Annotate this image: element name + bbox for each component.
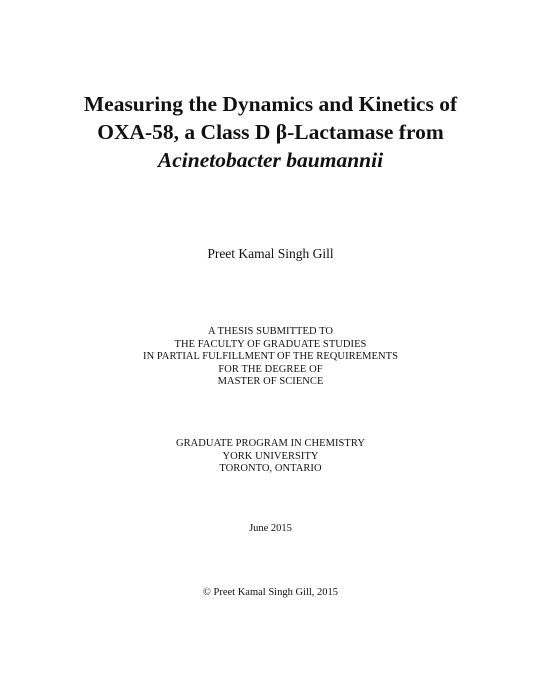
thesis-title (0, 90, 541, 174)
thesis-statement-line: THE FACULTY OF GRADUATE STUDIES (174, 338, 367, 350)
program-info (0, 438, 541, 476)
location-line: TORONTO, ONTARIO (219, 463, 322, 474)
thesis-statement-line: IN PARTIAL FULFILLMENT OF THE REQUIREMENTS (143, 351, 398, 362)
title-line-2: OXA-58, a Class D β-Lactamase from (97, 120, 444, 144)
copyright-notice: © Preet Kamal Singh Gill, 2015 (202, 587, 339, 598)
thesis-statement-line: FOR THE DEGREE OF (218, 363, 323, 375)
title-line-1: Measuring the Dynamics and Kinetics of (83, 92, 458, 116)
thesis-statement (0, 326, 541, 389)
thesis-statement-line: MASTER OF SCIENCE (217, 376, 324, 387)
university-line: YORK UNIVERSITY (222, 450, 319, 462)
title-line-3-species: Acinetobacter baumannii (157, 148, 384, 172)
program-line: GRADUATE PROGRAM IN CHEMISTRY (175, 438, 365, 449)
author-name: Preet Kamal Singh Gill (207, 246, 334, 261)
submission-date: June 2015 (249, 523, 292, 534)
thesis-statement-line: A THESIS SUBMITTED TO (207, 326, 334, 337)
